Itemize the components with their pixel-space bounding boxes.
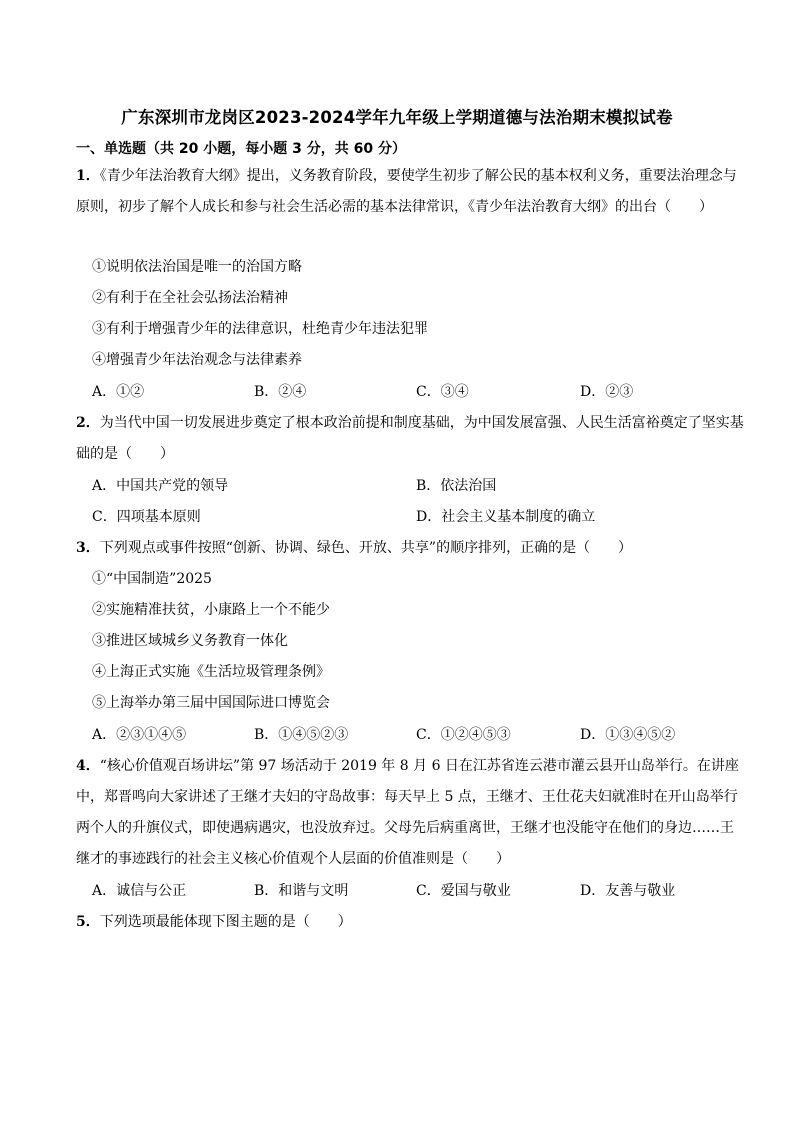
option-d[interactable]: D．②③ [580, 384, 634, 400]
question-number: 5． [76, 914, 100, 930]
question-3 [76, 533, 746, 564]
option-d[interactable]: D．①③④⑤② [580, 727, 676, 743]
question-number: 2． [76, 415, 100, 431]
option-b[interactable]: B．和谐与文明 [254, 883, 349, 899]
statement: ①说明依法治国是唯一的治国方略 [92, 259, 302, 275]
statement: ③推进区域城乡义务教育一体化 [92, 633, 288, 649]
statement: ①“中国制造”2025 [92, 571, 212, 587]
question-number: 4． [76, 758, 100, 774]
question-stem: 下列选项最能体现下图主题的是（ ） [99, 914, 352, 930]
option-a[interactable]: A．诚信与公正 [92, 883, 187, 899]
statement: ⑤上海举办第三届中国国际进口博览会 [92, 695, 330, 711]
option-b[interactable]: B．②④ [254, 384, 307, 400]
option-c[interactable]: C．四项基本原则 [92, 509, 201, 525]
question-2 [76, 408, 746, 470]
statement: ③有利于增强青少年的法律意识，杜绝青少年违法犯罪 [92, 321, 428, 337]
option-a[interactable]: A．①② [92, 384, 145, 400]
question-stem: 《青少年法治教育大纲》提出，义务教育阶段，要使学生初步了解公民的基本权利义务，重要法治理念与原则，初步了解个人成长和参与社会生活必需的基本法律常识，《青少年法治教育大纲》的出台（ ） [76, 168, 737, 215]
question-stem: “核心价值观百场讲坛”第 97 场活动于 2019 年 8 月 6 日在江苏省连云港市灌云县开山岛举行。在讲座中，郑晋鸣向大家讲述了王继才夫妇的守岛故事：每天早上 5 点，王继才、王仕花夫妇就准时在开山岛举行两个人的升旗仪式，即使遇病遇灾，也没放弃过。父母先后病重离世，王继才也没能守在他们的身边……王继才的事迹践行的社会主义核心价值观个人层面的价值准则是（ ） [76, 758, 739, 867]
question-stem: 下列观点或事件按照“创新、协调、绿色、开放、共享”的顺序排列，正确的是（ ） [99, 540, 633, 556]
option-d[interactable]: D．社会主义基本制度的确立 [416, 509, 596, 525]
option-a[interactable]: A．②③①④⑤ [92, 727, 187, 743]
option-c[interactable]: C．①②④⑤③ [416, 727, 511, 743]
exam-title: 广东深圳市龙岗区2023-2024学年九年级上学期道德与法治期末模拟试卷 [121, 108, 673, 127]
option-d[interactable]: D．友善与敬业 [580, 883, 676, 899]
option-b[interactable]: B．依法治国 [416, 478, 497, 494]
option-c[interactable]: C．③④ [416, 384, 469, 400]
option-b[interactable]: B．①④⑤②③ [254, 727, 349, 743]
statement: ④增强青少年法治观念与法律素养 [92, 352, 302, 368]
question-1 [76, 161, 746, 223]
question-5 [76, 907, 746, 938]
question-4 [76, 751, 746, 875]
option-a[interactable]: A．中国共产党的领导 [92, 478, 229, 494]
option-c[interactable]: C．爱国与敬业 [416, 883, 511, 899]
section-heading: 一、单选题（共 20 小题，每小题 3 分，共 60 分） [76, 141, 406, 157]
question-number: 3． [76, 540, 100, 556]
question-stem: 为当代中国一切发展进步奠定了根本政治前提和制度基础，为中国发展富强、人民生活富裕奠定了坚实基础的是（ ） [76, 415, 744, 462]
statement: ④上海正式实施《生活垃圾管理条例》 [92, 664, 330, 680]
statement: ②实施精准扶贫，小康路上一个不能少 [92, 602, 330, 618]
question-number: 1． [76, 168, 100, 184]
statement: ②有利于在全社会弘扬法治精神 [92, 290, 288, 306]
